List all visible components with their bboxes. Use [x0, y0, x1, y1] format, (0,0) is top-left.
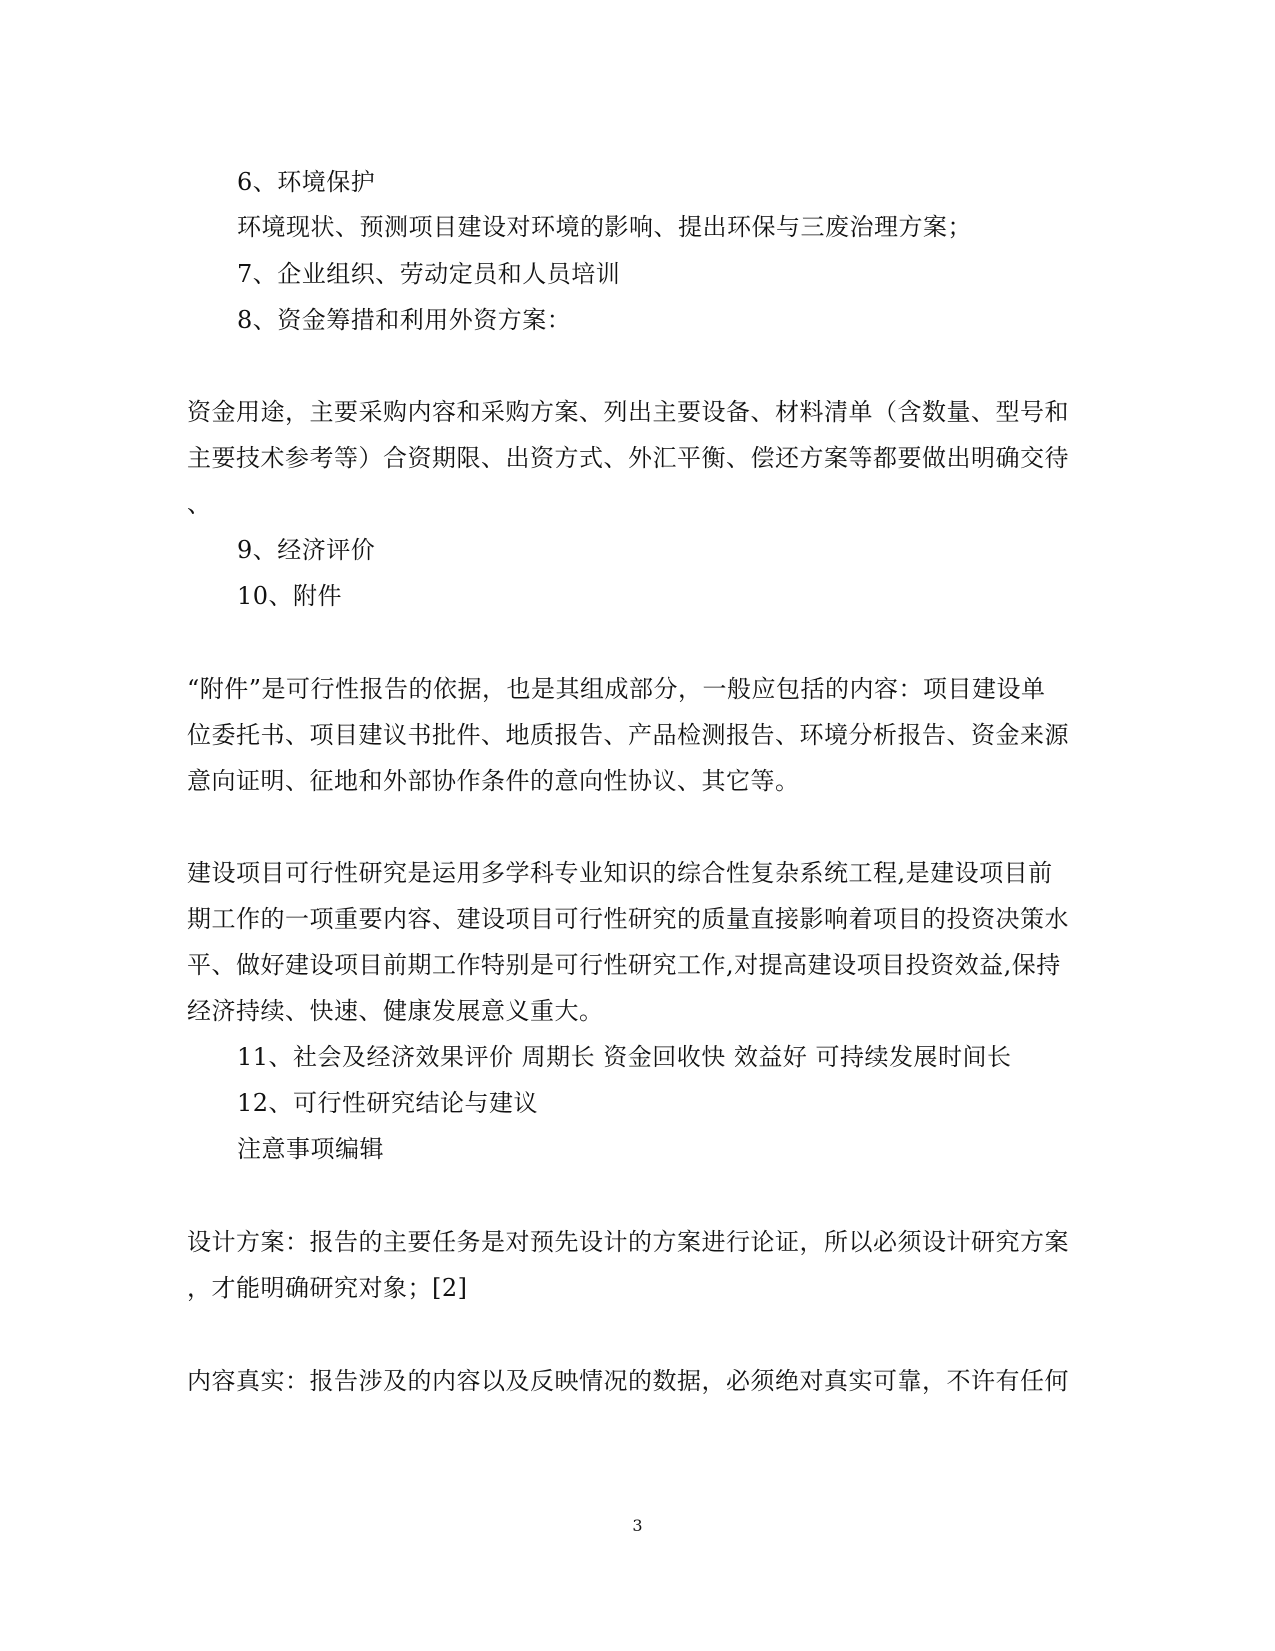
section-heading-7: 7、企业组织、劳动定员和人员培训	[237, 260, 621, 288]
paragraph-line: 位委托书、项目建议书批件、地质报告、产品检测报告、环境分析报告、资金来源	[187, 721, 1069, 749]
paragraph-line: 建设项目可行性研究是运用多学科专业知识的综合性复杂系统工程,是建设项目前	[187, 859, 1053, 887]
paragraph-line: 平、做好建设项目前期工作特别是可行性研究工作,对提高建设项目投资效益,保持	[187, 951, 1061, 979]
section-heading-8: 8、资金筹措和利用外资方案：	[237, 306, 572, 334]
paragraph-line: 意向证明、征地和外部协作条件的意向性协议、其它等。	[187, 767, 800, 795]
section-heading-10: 10、附件	[237, 582, 343, 610]
section-heading-11: 11、社会及经济效果评价 周期长 资金回收快 效益好 可持续发展时间长	[237, 1043, 1012, 1071]
section-heading-12: 12、可行性研究结论与建议	[237, 1089, 539, 1117]
paragraph-line: 资金用途，主要采购内容和采购方案、列出主要设备、材料清单（含数量、型号和	[187, 398, 1069, 426]
section-heading-6: 6、环境保护	[237, 168, 376, 196]
paragraph-line: 主要技术参考等）合资期限、出资方式、外汇平衡、偿还方案等都要做出明确交待	[187, 444, 1069, 472]
paragraph-line: 经济持续、快速、健康发展意义重大。	[187, 997, 604, 1025]
paragraph-line: 设计方案：报告的主要任务是对预先设计的方案进行论证，所以必须设计研究方案	[187, 1228, 1069, 1256]
paragraph-line: ，才能明确研究对象；[2]	[187, 1274, 468, 1302]
body-line: 环境现状、预测项目建设对环境的影响、提出环保与三废治理方案；	[237, 213, 972, 241]
section-heading-9: 9、经济评价	[237, 536, 376, 564]
notes-heading: 注意事项编辑	[237, 1135, 384, 1163]
page-number: 3	[632, 1516, 643, 1535]
paragraph-line: 期工作的一项重要内容、建设项目可行性研究的质量直接影响着项目的投资决策水	[187, 905, 1069, 933]
paragraph-line: 、	[187, 490, 212, 518]
paragraph-line: “附件”是可行性报告的依据，也是其组成部分，一般应包括的内容：项目建设单	[187, 675, 1046, 703]
paragraph-line: 内容真实：报告涉及的内容以及反映情况的数据，必须绝对真实可靠，不许有任何	[187, 1367, 1069, 1395]
